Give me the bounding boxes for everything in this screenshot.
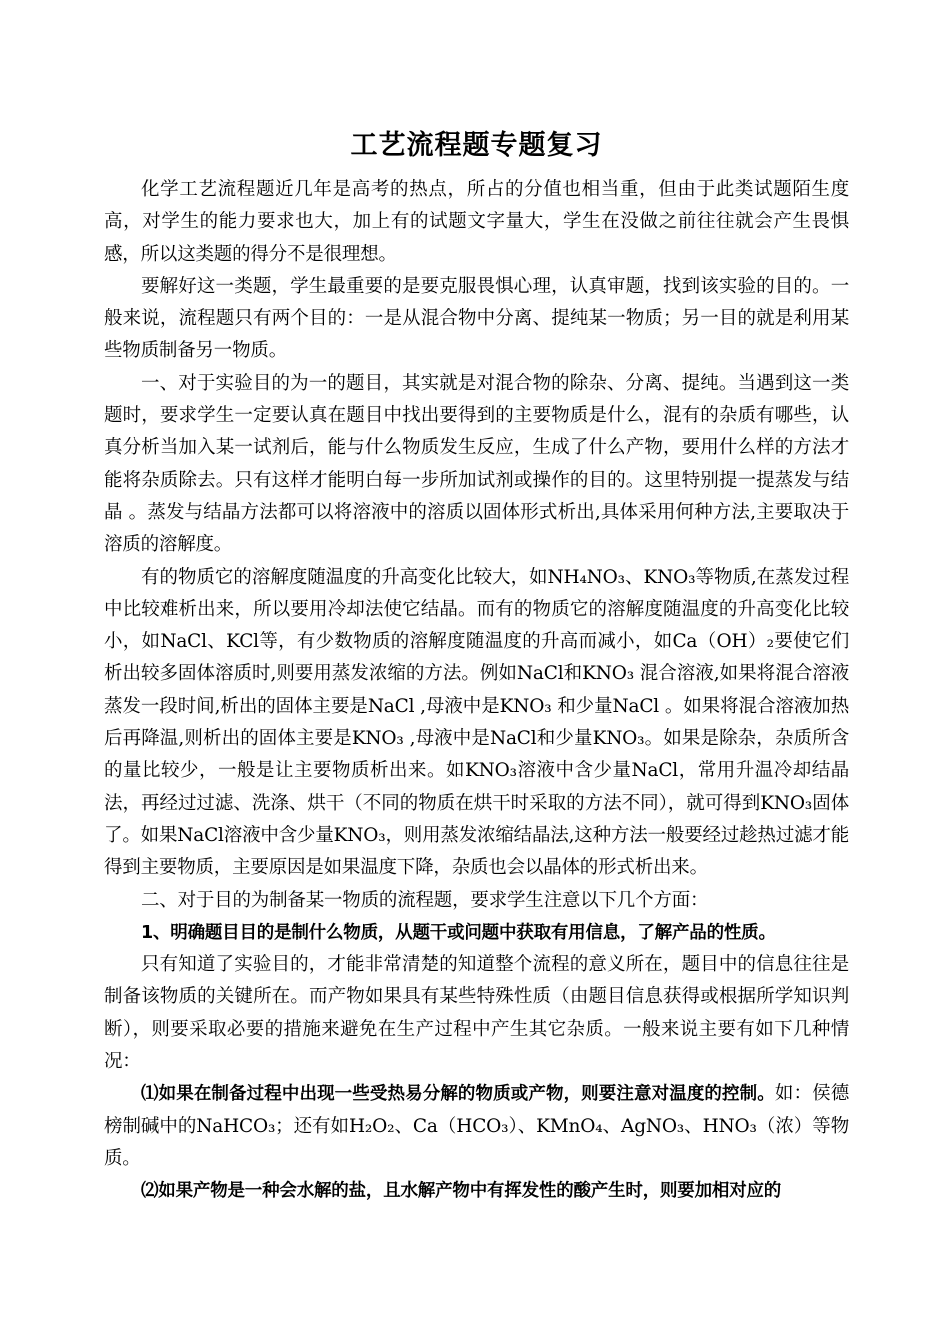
heading-point-one: 1、明确题目目的是制什么物质，从题干或问题中获取有用信息，了解产品的性质。 — [141, 922, 776, 943]
paragraph-purpose: 要解好这一类题，学生最重要的是要克服畏惧心理，认真审题，找到该实验的目的。一般来说，流程题只有两个目的：一是从混合物中分离、提纯某一物质；另一目的就是利用某些物质制备另一物质。 — [104, 275, 849, 362]
list-item-hydrolysis — [104, 1175, 849, 1207]
list-item-temperature-text: 如：侯德榜制碱中的NaHCO₃；还有如H₂O₂、Ca（HCO₃）、KMnO₄、AgNO₃、HNO₃（浓）等物质。 — [104, 1083, 849, 1169]
list-item-temperature-lead: ⑴如果在制备过程中出现一些受热易分解的物质或产物，则要注意对温度的控制。 — [141, 1084, 775, 1105]
page-title: 工艺流程题专题复习 — [350, 130, 603, 161]
paragraph-section-two: 二、对于目的为制备某一物质的流程题，要求学生注意以下几个方面： — [141, 889, 709, 911]
paragraph-solubility: 有的物质它的溶解度随温度的升高变化比较大，如NH₄NO₃、KNO₃等物质,在蒸发过程中比较难析出来，所以要用冷却法使它结晶。而有的物质它的溶解度随温度的升高变化比较小，如NaCl、KCl等，有少数物质的溶解度随温度的升高而减小，如Ca（OH）₂要使它们析出较多固体溶质时,则要用蒸发浓缩的方法。例如NaCl和KNO₃ 混合溶液,如果将混合溶液蒸发一段时间,析出的固体主要是NaCl ,母液中是KNO₃ 和少量NaCl 。如果将混合溶液加热后再降温,则析出的固体主要是KNO₃ ,母液中是NaCl和少量KNO₃。如果是除杂，杂质所含的量比较少，一般是让主要物质析出来。如KNO₃溶液中含少量NaCl，常用升温冷却结晶法，再经过过滤、洗涤、烘干（不同的物质在烘干时采取的方法不同），就可得到KNO₃固体了。如果NaCl溶液中含少量KNO₃，则用蒸发浓缩结晶法,这种方法一般要经过趁热过滤才能得到主要物质，主要原因是如果温度下降，杂质也会以晶体的形式析出来。 — [104, 566, 849, 879]
list-item-temperature — [104, 1078, 849, 1175]
paragraph-section-one: 一、对于实验目的为一的题目，其实就是对混合物的除杂、分离、提纯。当遇到这一类题时，要求学生一定要认真在题目中找出要得到的主要物质是什么，混有的杂质有哪些，认真分析当加入某一试剂后，能与什么物质发生反应，生成了什么产物，要用什么样的方法才能将杂质除去。只有这样才能明白每一步所加试剂或操作的目的。这里特别提一提蒸发与结晶 。蒸发与结晶方法都可以将溶液中的溶质以固体形式析出,具体采用何种方法,主要取决于溶质的溶解度。 — [104, 372, 849, 556]
list-item-hydrolysis-lead: ⑵如果产物是一种会水解的盐，且水解产物中有挥发性的酸产生时，则要加相对应的 — [141, 1181, 782, 1202]
document-page — [104, 118, 849, 1208]
paragraph-point-one: 只有知道了实验目的，才能非常清楚的知道整个流程的意义所在，题目中的信息往往是制备该物质的关键所在。而产物如果具有某些特殊性质（由题目信息获得或根据所学知识判断），则要采取必要的措施来避免在生产过程中产生其它杂质。一般来说主要有如下几种情况： — [104, 954, 849, 1073]
paragraph-intro: 化学工艺流程题近几年是高考的热点，所占的分值也相当重，但由于此类试题陌生度高，对学生的能力要求也大，加上有的试题文字量大，学生在没做之前往往就会产生畏惧感，所以这类题的得分不是很理想。 — [104, 179, 849, 265]
